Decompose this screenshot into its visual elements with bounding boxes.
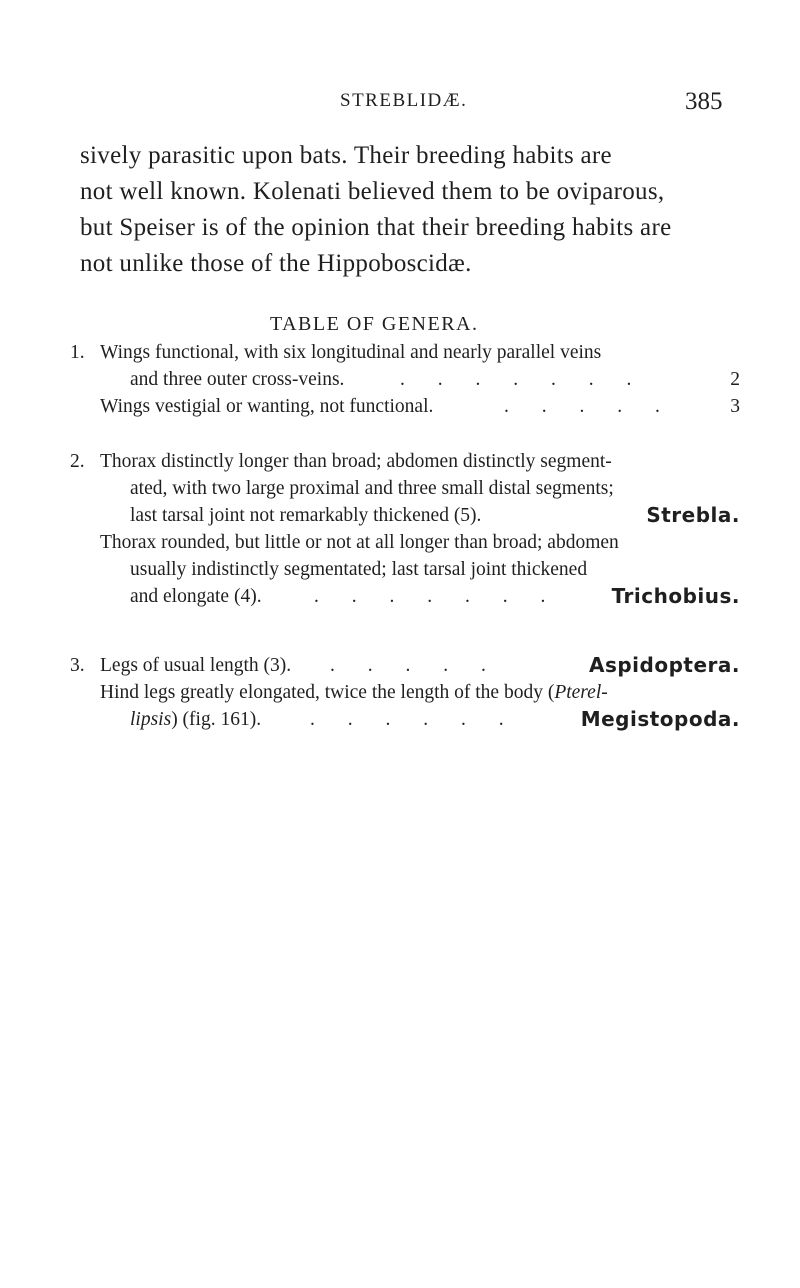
- leader-dots: . . . . . . .: [314, 586, 560, 607]
- intro-line: but Speiser is of the opinion that their breeding habits are: [80, 214, 672, 241]
- intro-line: not well known. Kolenati believed them to be oviparous,: [80, 178, 665, 205]
- couplet-text: last tarsal joint not remarkably thickened (5).: [130, 505, 482, 526]
- couplet-text: ated, with two large proximal and three small distal segments;: [130, 478, 614, 499]
- couplet-text: Thorax rounded, but little or not at all longer than broad; abdomen: [100, 532, 619, 553]
- couplet-text: Wings vestigial or wanting, not functional.: [100, 396, 434, 417]
- couplet-text: usually indistinctly segmentated; last tarsal joint thickened: [130, 559, 588, 580]
- couplet-text: Legs of usual length (3).: [100, 655, 292, 676]
- key-row: [70, 706, 740, 733]
- leader-dots: . . . . . . .: [400, 369, 646, 390]
- genus-name: Strebla.: [646, 503, 740, 527]
- intro-line: sively parasitic upon bats. Their breeding habits are: [80, 142, 612, 169]
- leader-dots: . . . . .: [330, 655, 500, 676]
- couplet-reference: 2: [730, 369, 740, 390]
- table-title: TABLE OF GENERA.: [270, 313, 479, 335]
- key-row: [70, 448, 740, 475]
- couplet-text: Wings functional, with six longitudinal and nearly parallel veins: [100, 342, 602, 363]
- key-row: [70, 502, 740, 529]
- leader-dots: . . . . . .: [310, 709, 518, 730]
- key-row: [70, 366, 740, 393]
- genus-name: Trichobius.: [611, 584, 740, 608]
- page-number: 385: [685, 88, 723, 115]
- key-row: [70, 475, 740, 502]
- couplet-number: 1.: [70, 342, 85, 363]
- intro-paragraph: [80, 138, 740, 282]
- couplet-text-part: Hind legs greatly elongated, twice the length of the body (: [100, 682, 555, 703]
- genus-synonym: Pterel-: [554, 682, 608, 703]
- intro-line: not unlike those of the Hippoboscidæ.: [80, 250, 472, 277]
- couplet-number: 3.: [70, 655, 85, 676]
- genus-synonym: lipsis: [130, 709, 172, 730]
- couplet-text: and elongate (4).: [130, 586, 262, 607]
- key-row: [70, 556, 740, 583]
- key-row: [70, 529, 740, 556]
- couplet-text: [100, 679, 608, 706]
- couplet-text: [130, 706, 261, 733]
- key-couplet-2: [70, 448, 740, 610]
- key-row: [70, 393, 740, 420]
- couplet-text-part: ) (fig. 161).: [171, 709, 262, 730]
- genus-name: Aspidoptera.: [588, 653, 740, 677]
- key-row: [70, 679, 740, 706]
- key-row: [70, 339, 740, 366]
- key-row: [70, 583, 740, 610]
- key-couplet-3: [70, 652, 740, 733]
- key-row: [70, 652, 740, 679]
- leader-dots: . . . . .: [504, 396, 674, 417]
- genus-name: Megistopoda.: [580, 707, 740, 731]
- key-couplet-1: [70, 339, 740, 420]
- running-head: STREBLIDÆ.: [340, 90, 468, 111]
- couplet-number: 2.: [70, 451, 85, 472]
- couplet-text: and three outer cross-veins.: [130, 369, 345, 390]
- couplet-text: Thorax distinctly longer than broad; abdomen distinctly segment-: [100, 451, 612, 472]
- couplet-reference: 3: [730, 396, 740, 417]
